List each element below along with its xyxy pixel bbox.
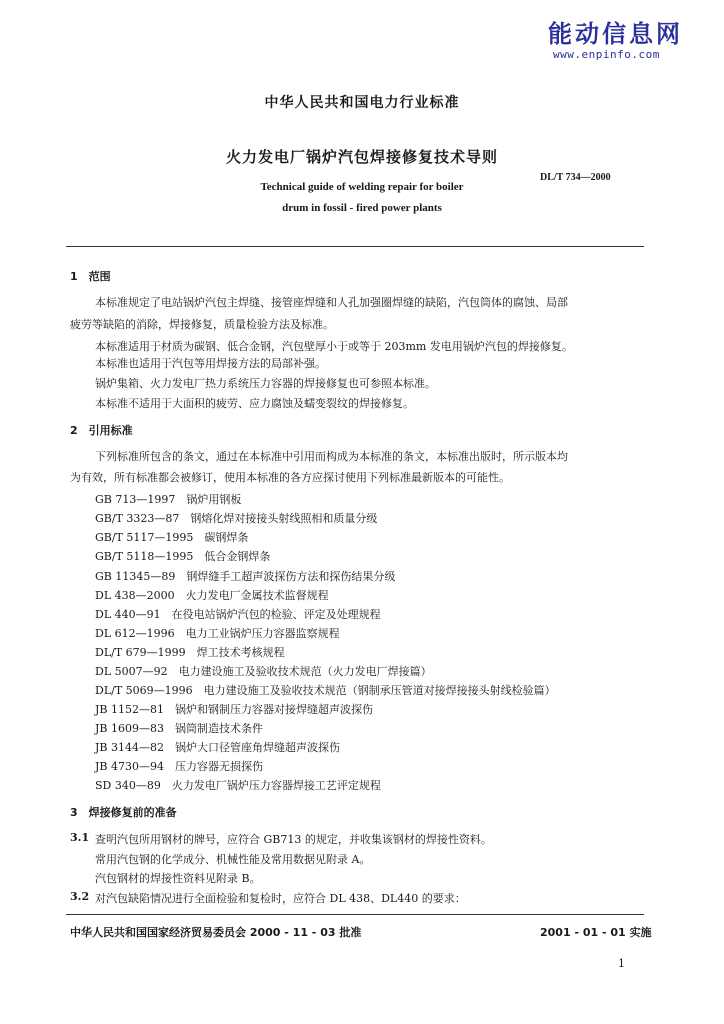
reference-item: GB/T 3323—87 钢熔化焊对接接头射线照相和质量分级 — [95, 512, 378, 525]
english-title-line-2: drum in fossil - fired power plants — [282, 202, 442, 214]
paragraph-line: 锅炉集箱、火力发电厂热力系统压力容器的焊接修复也可参照本标准。 — [95, 377, 436, 390]
clause-text: 汽包钢材的焊接性资料见附录 B。 — [95, 872, 261, 885]
reference-item: DL 438—2000 火力发电厂金属技术监督规程 — [95, 589, 329, 602]
reference-item: DL/T 5069—1996 电力建设施工及验收技术规范（钢制承压管道对接焊接接头射线检验篇） — [95, 684, 556, 697]
paragraph-line: 本标准适用于材质为碳钢、低合金钢，汽包壁厚小于或等于 203mm 发电用锅炉汽包的焊接修复。 — [95, 340, 573, 353]
reference-item: JB 1152—81 锅炉和钢制压力容器对接焊缝超声波探伤 — [95, 703, 373, 716]
clause-text: 查明汽包所用钢材的牌号，应符合 GB713 的规定，并收集该钢材的焊接性资料。 — [95, 833, 492, 846]
reference-item: DL/T 679—1999 焊工技术考核规程 — [95, 646, 285, 659]
clause-text: 对汽包缺陷情况进行全面检验和复检时，应符合 DL 438、DL440 的要求： — [95, 892, 466, 905]
implementation-date: 2001 - 01 - 01 实施 — [540, 926, 652, 939]
footer-divider — [66, 914, 644, 915]
section-heading: 2 引用标准 — [70, 424, 133, 437]
reference-item: GB/T 5118—1995 低合金钢焊条 — [95, 550, 271, 563]
section-heading: 3 焊接修复前的准备 — [70, 806, 177, 819]
document-code: DL/T 734—2000 — [540, 172, 611, 183]
document-title: 火力发电厂锅炉汽包焊接修复技术导则 — [225, 148, 498, 166]
section-heading: 1 范围 — [70, 270, 111, 283]
paragraph-line: 疲劳等缺陷的消除，焊接修复，质量检验方法及标准。 — [70, 318, 334, 331]
paragraph-line: 下列标准所包含的条文，通过在本标准中引用而构成为本标准的条文，本标准出版时，所示版本均 — [95, 450, 568, 463]
reference-item: SD 340—89 火力发电厂锅炉压力容器焊接工艺评定规程 — [95, 779, 381, 792]
reference-item: DL 5007—92 电力建设施工及验收技术规范（火力发电厂焊接篇） — [95, 665, 432, 678]
paragraph-line: 本标准也适用于汽包等用焊接方法的局部补强。 — [95, 357, 326, 370]
reference-item: JB 4730—94 压力容器无损探伤 — [95, 760, 263, 773]
reference-item: GB 11345—89 钢焊缝手工超声波探伤方法和探伤结果分级 — [95, 570, 396, 583]
clause-number: 3.1 — [70, 831, 90, 844]
reference-item: DL 440—91 在役电站锅炉汽包的检验、评定及处理规程 — [95, 608, 381, 621]
page-number: 1 — [618, 957, 625, 970]
header-divider — [66, 246, 644, 247]
reference-item: JB 1609—83 锅筒制造技术条件 — [95, 722, 263, 735]
reference-item: JB 3144—82 锅炉大口径管座角焊缝超声波探伤 — [95, 741, 340, 754]
approval-statement: 中华人民共和国国家经济贸易委员会 2000 - 11 - 03 批准 — [70, 926, 362, 939]
standard-category-header: 中华人民共和国电力行业标准 — [264, 95, 460, 111]
clause-number: 3.2 — [70, 890, 90, 903]
paragraph-line: 为有效，所有标准都会被修订，使用本标准的各方应探讨使用下列标准最新版本的可能性。 — [70, 471, 510, 484]
site-logo-url: www.enpinfo.com — [553, 48, 660, 61]
paragraph-line: 本标准规定了电站锅炉汽包主焊缝、接管座焊缝和人孔加强圈焊缝的缺陷，汽包筒体的腐蚀、局部 — [95, 296, 568, 309]
clause-text: 常用汽包钢的化学成分、机械性能及常用数据见附录 A。 — [95, 853, 371, 866]
reference-item: GB/T 5117—1995 碳钢焊条 — [95, 531, 249, 544]
paragraph-line: 本标准不适用于大面积的疲劳、应力腐蚀及蠕变裂纹的焊接修复。 — [95, 397, 414, 410]
reference-item: GB 713—1997 锅炉用钢板 — [95, 493, 242, 506]
english-title-line-1: Technical guide of welding repair for boiler — [260, 181, 464, 193]
site-logo-text: 能动信息网 — [548, 20, 683, 48]
reference-item: DL 612—1996 电力工业锅炉压力容器监察规程 — [95, 627, 340, 640]
